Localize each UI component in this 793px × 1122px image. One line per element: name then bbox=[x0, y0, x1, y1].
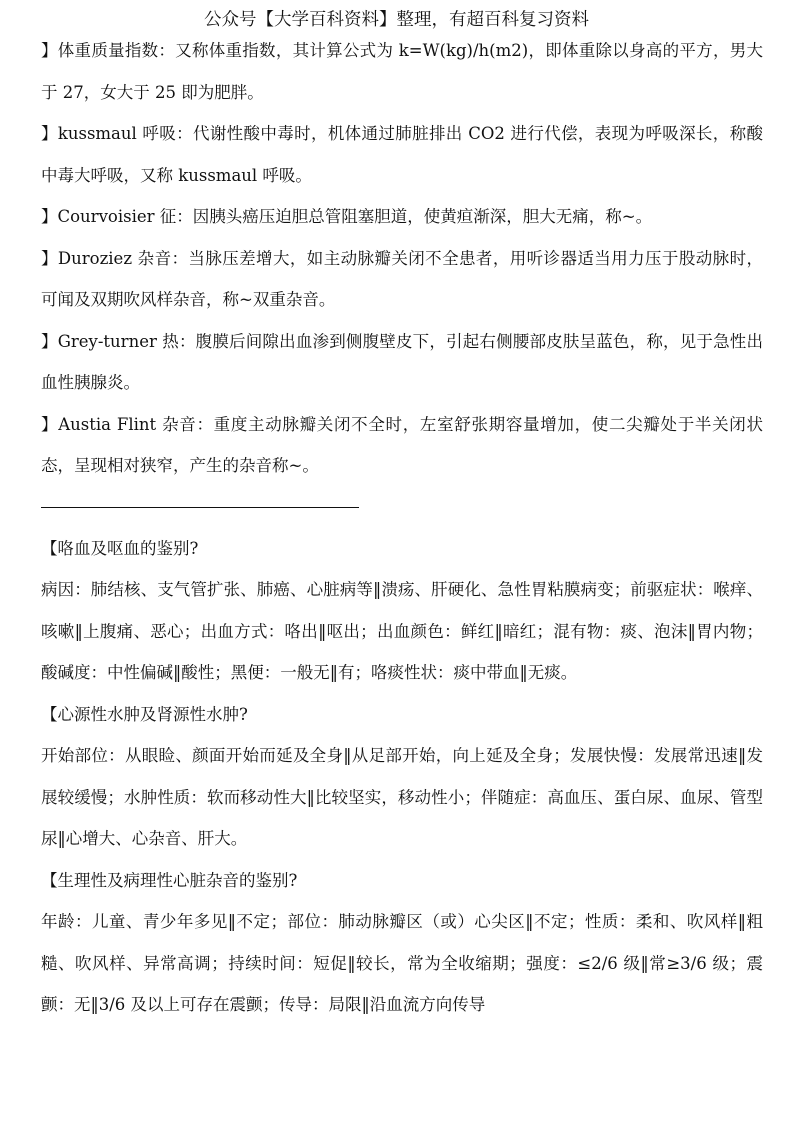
document-body bbox=[41, 30, 763, 1026]
term-grey-turner: 】Grey-turner 热：腹膜后间隙出血渗到侧腹壁皮下，引起右侧腰部皮肤呈蓝色，称，见于急性出血性胰腺炎。 bbox=[41, 331, 763, 392]
section-divider bbox=[41, 507, 359, 508]
section-heading-hemoptysis: 【咯血及呕血的鉴别? bbox=[41, 538, 199, 558]
section-body-edema: 开始部位：从眼睑、颜面开始而延及全身‖从足部开始，向上延及全身；发展快慢：发展常迅速‖发展较缓慢；水肿性质：软而移动性大‖比较坚实，移动性小；伴随症：高血压、蛋白尿、血尿、管型尿‖心增大、心杂音、肝大。 bbox=[41, 746, 763, 848]
section-body-murmur: 年龄：儿童、青少年多见‖不定；部位：肺动脉瓣区（或）心尖区‖不定；性质：柔和、吹风样‖粗糙、吹风样、异常高调；持续时间：短促‖较长，常为全收缩期；强度：≤2/6 级‖常≥3/6 级；震颤：无‖3/6 及以上可存在震颤；传导：局限‖沿血流方向传导 bbox=[41, 912, 763, 1014]
section-heading-edema: 【心源性水肿及肾源性水肿? bbox=[41, 704, 248, 724]
section-heading-murmur: 【生理性及病理性心脏杂音的鉴别? bbox=[41, 870, 298, 890]
term-austin-flint: 】Austia Flint 杂音：重度主动脉瓣关闭不全时，左室舒张期容量增加，使二尖瓣处于半关闭状态，呈现相对狭窄，产生的杂音称~。 bbox=[41, 414, 763, 475]
term-courvoisier: 】Courvoisier 征：因胰头癌压迫胆总管阻塞胆道，使黄疸渐深，胆大无痛，称~。 bbox=[41, 207, 653, 226]
term-duroziez: 】Duroziez 杂音：当脉压差增大，如主动脉瓣关闭不全患者，用听诊器适当用力压于股动脉时，可闻及双期吹风样杂音，称~双重杂音。 bbox=[41, 248, 763, 309]
section-body-hemoptysis: 病因：肺结核、支气管扩张、肺癌、心脏病等‖溃疡、肝硬化、急性胃粘膜病变；前驱症状：喉痒、咳嗽‖上腹痛、恶心；出血方式：咯出‖呕出；出血颜色：鲜红‖暗红；混有物：痰、泡沫‖胃内物；酸碱度：中性偏碱‖酸性；黑便：一般无‖有；咯痰性状：痰中带血‖无痰。 bbox=[41, 580, 763, 682]
page-header: 公众号【大学百科资料】整理，有超百科复习资料 bbox=[204, 10, 589, 30]
term-kussmaul: 】kussmaul 呼吸：代谢性酸中毒时，机体通过肺脏排出 CO2 进行代偿，表现为呼吸深长，称酸中毒大呼吸，又称 kussmaul 呼吸。 bbox=[41, 124, 763, 185]
term-bmi: 】体重质量指数：又称体重指数，其计算公式为 k=W(kg)/h(m2)，即体重除以身高的平方，男大于 27，女大于 25 即为肥胖。 bbox=[41, 41, 763, 102]
